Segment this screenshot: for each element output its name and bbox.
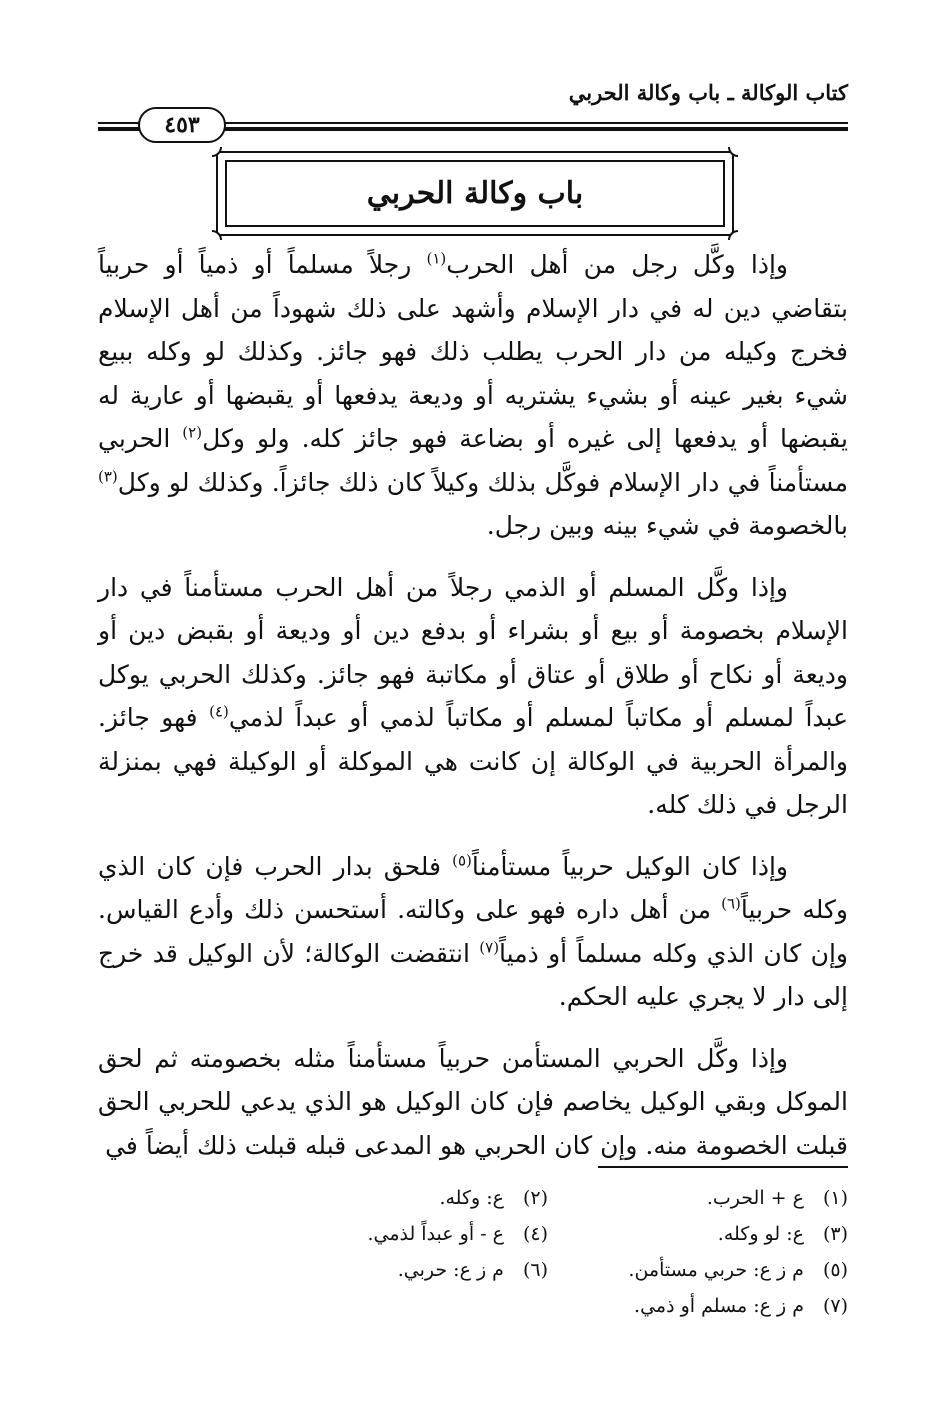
footnote-ref[interactable]: (٥): [452, 851, 472, 870]
footnote-number: (١): [822, 1187, 848, 1209]
footnote-number: (٢): [522, 1187, 548, 1209]
footnote-separator: [598, 1166, 848, 1168]
footnote-ref[interactable]: (٣): [98, 467, 118, 486]
footnote-ref[interactable]: (٢): [182, 423, 203, 442]
footnotes: [248, 1180, 848, 1324]
footnote-text: ع - أو عبداً لذمي.: [367, 1223, 504, 1245]
footnote-number: (٥): [822, 1259, 848, 1281]
footnote-text: ع: لو وكله.: [717, 1223, 804, 1245]
text-run: رجلاً مسلماً أو ذمياً أو حربياً بتقاضي دين له في دار الإسلام وأشهد على ذلك شهوداً من أهل الإسلام فخرج وكيله من دار الحرب يطلب ذلك فهو جائز. وكذلك لو وكله ببيع شيء بغير عينه أو بشيء يشتريه أو وديعة يدفعها أو يقبضها أو عارية له يقبضها أو يدفعها إلى غيره أو بضاعة فهو جائز كله. ولو وكل: [98, 250, 848, 453]
running-header-title: كتاب الوكالة ـ باب وكالة الحربي: [568, 80, 848, 105]
footnote-text: ع: وكله.: [439, 1187, 504, 1209]
text-run: وإذا كان الوكيل حربياً مستأمناً: [471, 851, 788, 881]
frame-corner-ornament: [212, 230, 222, 240]
footnote-number: (٦): [522, 1259, 548, 1281]
frame-corner-ornament: [212, 147, 222, 157]
text-run: بالخصومة في شيء بينه وبين رجل.: [486, 511, 848, 540]
footnote-text: م ز ع: مسلم أو ذمي.: [634, 1295, 804, 1317]
footnote-number: (٤): [522, 1223, 548, 1245]
text-run: فلحق بدار الحرب فإن كان الذي وكله حربياً: [98, 851, 848, 924]
text-run: فهو جائز. والمرأة الحربية في الوكالة إن كانت هي الموكلة أو الوكيلة فهي بمنزلة الرجل في ذلك كله.: [98, 703, 848, 819]
text-run: وإذا وكَّل رجل من أهل الحرب: [446, 250, 788, 279]
footnote: [548, 1216, 848, 1252]
paragraph: [98, 845, 848, 1019]
footnote-ref[interactable]: (٧): [479, 938, 500, 957]
frame-corner-ornament: [728, 230, 738, 240]
text-run: وإذا وكَّل الحربي المستأمن حربياً مستأمناً مثله بخصومته ثم لحق الموكل وبقي الوكيل يخاصم فإن كان الوكيل هو الذي يدعي للحربي الحق قبلت الخصومة منه. وإن كان الحربي هو المدعى قبله قبلت ذلك أيضاً في: [98, 1043, 848, 1160]
text-run: انتقضت الوكالة؛ لأن الوكيل قد خرج إلى دار لا يجري عليه الحكم.: [98, 938, 848, 1011]
footnote-ref[interactable]: (١): [426, 249, 447, 268]
chapter-title-frame: [216, 151, 734, 236]
footnote-number: (٧): [822, 1295, 848, 1317]
footnote: [548, 1180, 848, 1216]
footnote-text: م ز ع: حربي مستأمن.: [628, 1259, 804, 1281]
text-run: وإذا وكَّل المسلم أو الذمي رجلاً من أهل الحرب مستأمناً في دار الإسلام بخصومة أو بيع أو بشراء أو بدفع دين أو وديعة أو بقبض دين أو وديعة أو نكاح أو طلاق أو عتاق أو مكاتبة فهو جائز. وكذلك الحربي يوكل عبداً لمسلم أو مكاتباً لمسلم أو مكاتباً لذمي أو عبداً لذمي: [98, 572, 848, 732]
footnote-number: (٣): [822, 1223, 848, 1245]
body-text: [98, 243, 848, 1185]
text-run: الحربي مستأمناً في دار الإسلام فوكَّل بذلك وكيلاً كان ذلك جائزاً. وكذلك لو وكل: [98, 424, 848, 497]
footnote: [248, 1252, 548, 1288]
text-run: من أهل داره فهو على وكالته. أستحسن ذلك وأدع القياس. وإن كان الذي وكله مسلماً أو ذمياً: [98, 895, 848, 968]
footnote-ref[interactable]: (٤): [209, 702, 229, 721]
paragraph: [98, 243, 848, 548]
footnote: [248, 1180, 548, 1216]
paragraph: [98, 1037, 848, 1168]
footnote: [248, 1216, 548, 1252]
chapter-title: باب وكالة الحربي: [366, 176, 584, 211]
frame-corner-ornament: [728, 147, 738, 157]
footnote: [548, 1288, 848, 1324]
footnote-ref[interactable]: (٦): [721, 894, 741, 913]
paragraph: [98, 566, 848, 827]
page-number: ٤٥٣: [138, 107, 226, 143]
footnote: [548, 1252, 848, 1288]
footnote-text: ع + الحرب.: [706, 1187, 804, 1209]
chapter-title-inner-frame: [225, 160, 725, 227]
footnote-text: م ز ع: حربي.: [397, 1259, 504, 1281]
